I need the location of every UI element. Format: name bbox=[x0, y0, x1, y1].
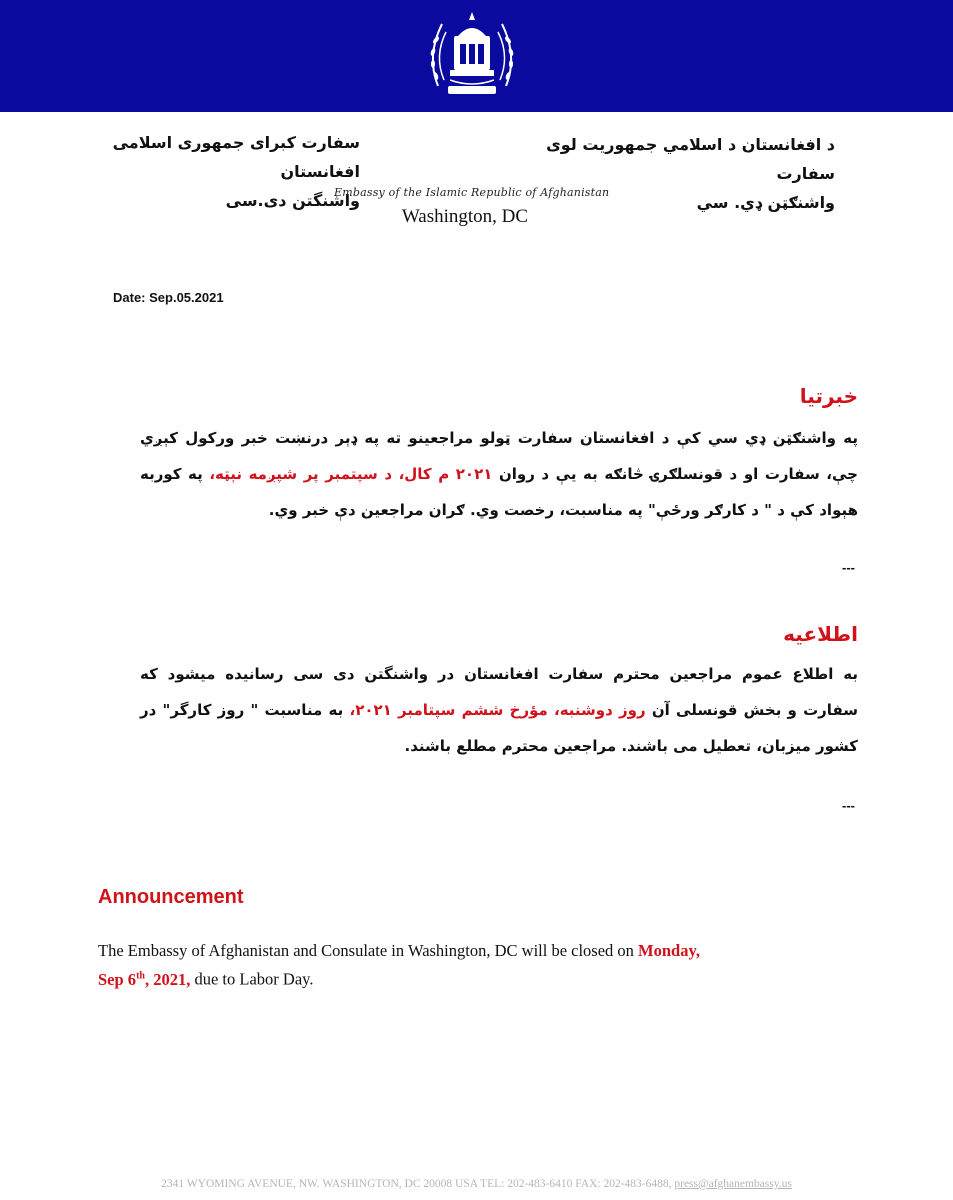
announcement-month: Sep 6 bbox=[98, 969, 137, 989]
embassy-city: Washington, DC bbox=[401, 206, 529, 227]
announcement-title: Announcement bbox=[98, 886, 244, 908]
dari-notice-body bbox=[140, 656, 858, 764]
dari-text-part1: به اطلاع عموم مراجعین محترم سفارت افغانستان در واشنگتن دی سی رسانیده میشود که سفارت و بخش قونسلی آن bbox=[140, 665, 858, 719]
english-embassy-name: Embassy of the Islamic Republic of Afghanistan bbox=[334, 186, 610, 199]
announcement-text-after: due to Labor Day. bbox=[190, 969, 314, 989]
pashto-notice-body bbox=[140, 420, 858, 528]
pashto-letterhead bbox=[515, 130, 835, 217]
dari-date-highlight: روز دوشنبه، مؤرخ ششم سپتامبر ۲۰۲۱، bbox=[349, 701, 646, 719]
dari-notice bbox=[140, 620, 858, 764]
pashto-text-part2: په کوربه هېواد کې د " د کارګر ورځې" په مناسبت، رخصت وي. ګران مراجعین دې خبر وي. bbox=[140, 465, 858, 519]
national-emblem-icon bbox=[420, 6, 524, 106]
announcement-body bbox=[98, 938, 778, 992]
letter-date: Date: Sep.05.2021 bbox=[113, 290, 224, 305]
header-banner bbox=[0, 0, 953, 112]
footer-address bbox=[0, 1178, 953, 1190]
announcement-date bbox=[98, 970, 190, 989]
announcement-ordinal: th bbox=[136, 970, 145, 981]
footer-email-link[interactable]: press@afghanembassy.us bbox=[674, 1178, 792, 1190]
separator: --- bbox=[842, 560, 855, 575]
pashto-text-part1: په واشنګټن ډي سي کې د افغانستان سفارت ټولو مراجعینو ته په ډېر درنښت خبر ورکول کېږي چې، سفارت او د قونسلګرۍ څانګه به یې د روان bbox=[140, 429, 858, 483]
pashto-embassy-name: د افغانستان د اسلامي جمهوریت لوی سفارت bbox=[546, 135, 835, 183]
announcement-text-before: The Embassy of Afghanistan and Consulate in Washington, DC will be closed on bbox=[98, 941, 639, 960]
dari-text-part2: به مناسبت " روز کارگر" در کشور میزبان، تعطیل می باشند. مراجعین محترم مطلع باشند. bbox=[140, 701, 858, 755]
pashto-notice bbox=[140, 382, 858, 528]
separator: --- bbox=[842, 798, 855, 813]
dari-embassy-name: سفارت کبرای جمهوری اسلامی افغانستان bbox=[112, 133, 360, 181]
pashto-city: واشنګټن ډي. سي bbox=[696, 193, 835, 212]
pashto-notice-title: خبرتیا bbox=[799, 384, 858, 408]
dari-city: واشنگتن دی.سی bbox=[225, 191, 360, 210]
pashto-date-highlight: ۲۰۲۱ م کال، د سپتمبر پر شپږمه نېټه، bbox=[209, 465, 493, 483]
dari-letterhead bbox=[90, 128, 360, 215]
footer-address-text: 2341 WYOMING AVENUE, NW. WASHINGTON, DC 20008 USA TEL: 202-483-6410 FAX: 202-483-6488, bbox=[161, 1178, 675, 1190]
dari-notice-title: اطلاعیه bbox=[783, 622, 858, 646]
announcement-year: , 2021, bbox=[144, 969, 191, 989]
announcement-day: Monday, bbox=[638, 941, 700, 960]
